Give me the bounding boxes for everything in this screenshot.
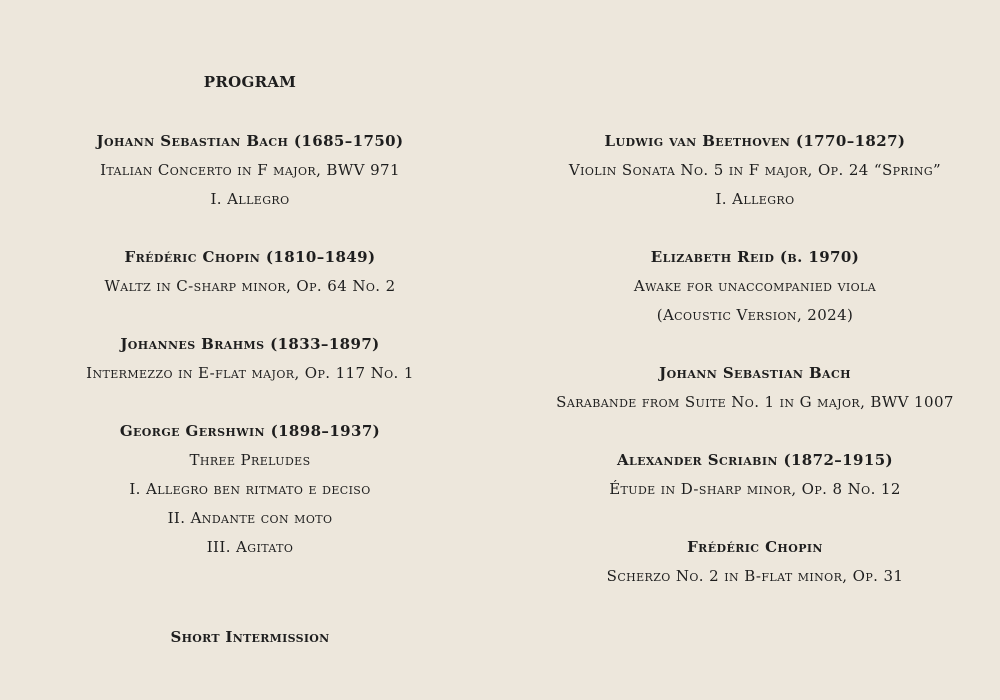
composer-name: Johannes Brahms (1833–1897) [120, 335, 380, 353]
composer-name: Johann Sebastian Bach (1685–1750) [96, 132, 404, 150]
intermission-label: Short Intermission [170, 628, 330, 646]
work-title: Three Preludes [189, 451, 311, 469]
composer-name: George Gershwin (1898–1937) [119, 422, 381, 440]
work-title: (Acoustic Version, 2024) [656, 306, 854, 324]
program-piece-group [515, 449, 995, 507]
composer-name: Frédéric Chopin [687, 538, 823, 556]
program-title: PROGRAM [203, 73, 297, 91]
work-title: Waltz in C-sharp minor, Op. 64 No. 2 [104, 277, 396, 295]
program-piece-group [515, 130, 995, 217]
program-piece-group [50, 246, 450, 304]
work-title: Violin Sonata No. 5 in F major, Op. 24 “Spring” [568, 161, 942, 179]
work-title: Awake for unaccompanied viola [633, 277, 877, 295]
program-piece-group [50, 130, 450, 217]
work-title: I. Allegro [210, 190, 290, 208]
work-title: II. Andante con moto [167, 509, 333, 527]
program-piece-group [50, 333, 450, 391]
composer-name: Elizabeth Reid (b. 1970) [650, 248, 860, 266]
program-piece-group [515, 536, 995, 594]
work-title: III. Agitato [206, 538, 294, 556]
work-title: Étude in D-sharp minor, Op. 8 No. 12 [609, 480, 901, 498]
program-piece-group [515, 362, 995, 420]
composer-name: Alexander Scriabin (1872–1915) [616, 451, 894, 469]
work-title: I. Allegro [715, 190, 795, 208]
program-piece-group [50, 420, 450, 565]
composer-name: Ludwig van Beethoven (1770–1827) [604, 132, 906, 150]
program-right-column [515, 130, 995, 623]
work-title: Intermezzo in E-flat major, Op. 117 No. 1 [86, 364, 414, 382]
work-title: Scherzo No. 2 in B-flat minor, Op. 31 [606, 567, 904, 585]
program-piece-group [515, 246, 995, 333]
composer-name: Johann Sebastian Bach [659, 364, 851, 382]
work-title: I. Allegro ben ritmato e deciso [129, 480, 371, 498]
work-title: Italian Concerto in F major, BWV 971 [100, 161, 400, 179]
composer-name: Frédéric Chopin (1810–1849) [124, 248, 376, 266]
program-left-column [50, 130, 450, 594]
work-title: Sarabande from Suite No. 1 in G major, BWV 1007 [556, 393, 954, 411]
